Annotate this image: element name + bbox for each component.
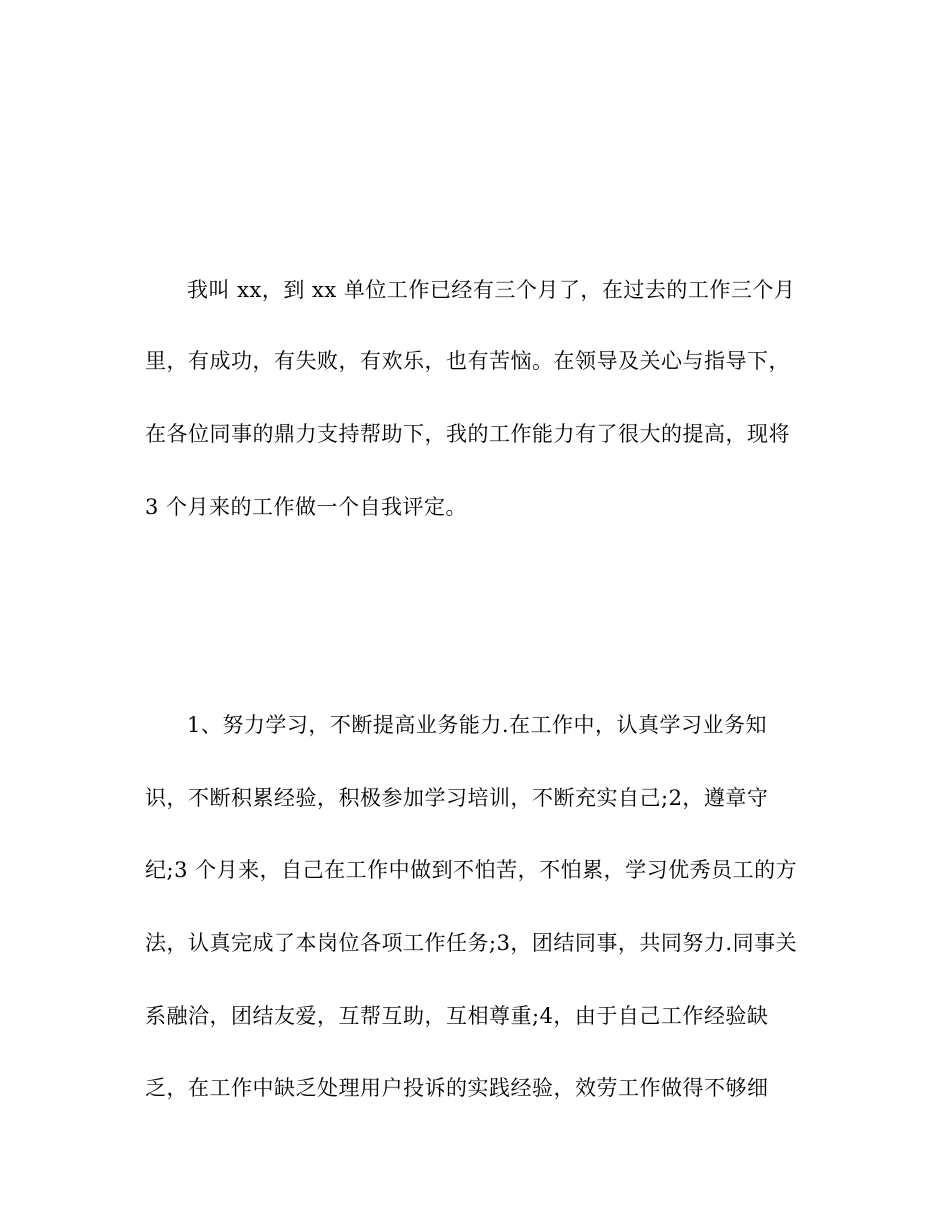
paragraph-line: 里，有成功，有失败，有欢乐，也有苦恼。在领导及关心与指导下，: [145, 349, 790, 373]
paragraph-line: 识，不断积累经验，积极参加学习培训，不断充实自己;2，遵章守: [145, 786, 769, 810]
paragraph-line: 系融洽，团结友爱，互帮互助，互相尊重;4，由于自己工作经验缺: [145, 1004, 769, 1028]
paragraph-line: 我叫 xx，到 xx 单位工作已经有三个月了，在过去的工作三个月: [187, 278, 796, 302]
paragraph-line: 纪;3 个月来，自己在工作中做到不怕苦，不怕累，学习优秀员工的方: [145, 858, 798, 882]
paragraph-line: 在各位同事的鼎力支持帮助下，我的工作能力有了很大的提高，现将: [145, 422, 790, 446]
paragraph-line: 1、努力学习，不断提高业务能力.在工作中，认真学习业务知: [187, 713, 768, 737]
paragraph-line: 乏，在工作中缺乏处理用户投诉的实践经验，效劳工作做得不够细: [145, 1076, 769, 1100]
paragraph-line: 3 个月来的工作做一个自我评定。: [145, 495, 468, 519]
paragraph-line: 法，认真完成了本岗位各项工作任务;3，团结同事，共同努力.同事关: [145, 931, 798, 955]
